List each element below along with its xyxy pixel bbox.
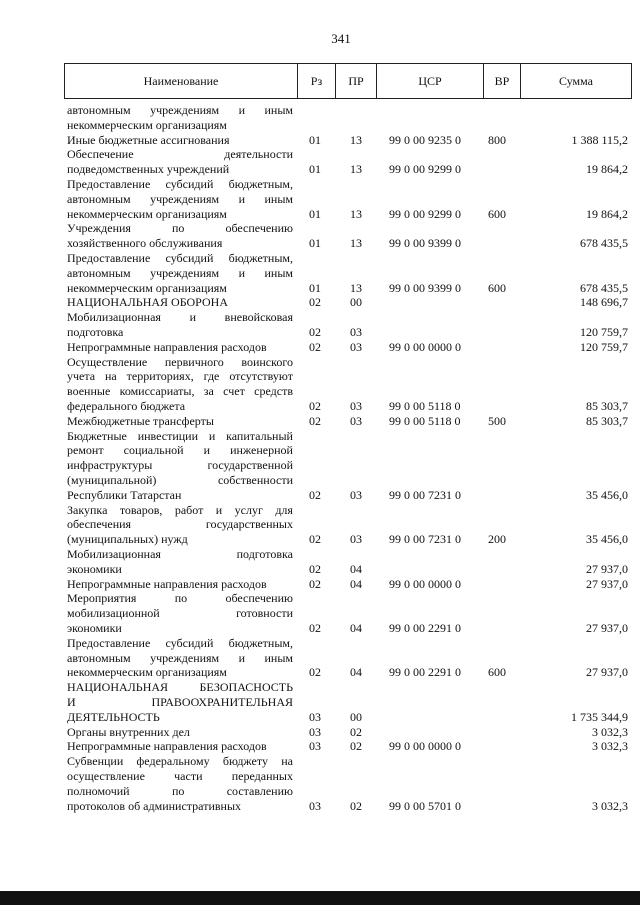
row-name-line: Мобилизационная и вневойсковая: [67, 310, 293, 325]
row-name-line: некоммерческим организациям: [67, 117, 227, 132]
row-csr: 99 0 00 9235 0: [389, 132, 461, 147]
table-row: [64, 355, 632, 414]
row-name-line: (муниципальных) нужд: [67, 532, 188, 547]
row-sum: 3 032,3: [592, 739, 628, 754]
row-name-line: автономным учреждениям и иным: [67, 191, 293, 206]
row-pr: 03: [350, 398, 362, 413]
table-row: [64, 754, 632, 813]
row-vr: 600: [488, 665, 506, 680]
row-pr: 03: [350, 324, 362, 339]
row-name-line: Межбюджетные трансферты: [67, 413, 214, 428]
row-csr: 99 0 00 7231 0: [389, 532, 461, 547]
row-name-line: федерального бюджета: [67, 398, 186, 413]
row-name-line: Иные бюджетные ассигнования: [67, 132, 230, 147]
header-csr: ЦСР: [418, 74, 442, 88]
table-row: [64, 680, 632, 724]
header-vr: ВР: [494, 74, 510, 88]
row-name-line: Бюджетные инвестиции и капитальный: [67, 428, 293, 443]
row-name-line: некоммерческим организациям: [67, 206, 227, 221]
table-row: [64, 310, 632, 340]
row-pr: 02: [350, 724, 362, 739]
row-vr: 800: [488, 132, 506, 147]
table-row: [64, 295, 632, 310]
header-pr: ПР: [348, 74, 364, 88]
row-sum: 85 303,7: [586, 398, 628, 413]
row-name-line: Мероприятия по обеспечению: [67, 591, 293, 606]
row-name-line: НАЦИОНАЛЬНАЯ БЕЗОПАСНОСТЬ: [67, 680, 293, 695]
row-pr: 03: [350, 487, 362, 502]
row-name-line: Субвенции федеральному бюджету на: [67, 754, 293, 769]
row-rz: 03: [309, 798, 321, 813]
row-name-line: Осуществление первичного воинского: [67, 354, 293, 369]
page-number: 341: [331, 31, 351, 46]
table-row: [64, 429, 632, 503]
row-name-line: Органы внутренних дел: [67, 724, 190, 739]
row-vr: 200: [488, 532, 506, 547]
row-rz: 02: [309, 413, 321, 428]
row-name-line: Непрограммные направления расходов: [67, 739, 267, 754]
row-csr: 99 0 00 5118 0: [389, 413, 461, 428]
row-pr: 04: [350, 561, 362, 576]
row-sum: 1 388 115,2: [571, 132, 628, 147]
row-name-line: автономным учреждениям и иным: [67, 650, 293, 665]
row-name-line: экономики: [67, 620, 122, 635]
row-rz: 02: [309, 620, 321, 635]
row-rz: 02: [309, 532, 321, 547]
row-sum: 1 735 344,9: [571, 709, 628, 724]
row-csr: 99 0 00 9299 0: [389, 162, 461, 177]
row-vr: 600: [488, 206, 506, 221]
row-name-line: Непрограммные направления расходов: [67, 339, 267, 354]
row-csr: 99 0 00 9399 0: [389, 280, 461, 295]
row-sum: 678 435,5: [580, 236, 628, 251]
table-row: [64, 414, 632, 429]
row-name-line: военные комиссариаты, за счет средств: [67, 384, 293, 399]
row-rz: 01: [309, 206, 321, 221]
header-sum: Сумма: [559, 74, 593, 88]
row-name-line: осуществление части переданных: [67, 768, 293, 783]
row-sum: 678 435,5: [580, 280, 628, 295]
row-pr: 13: [350, 162, 362, 177]
row-pr: 03: [350, 532, 362, 547]
row-sum: 27 937,0: [586, 665, 628, 680]
row-name-line: ремонт социальной и инженерной: [67, 443, 293, 458]
row-pr: 04: [350, 665, 362, 680]
row-name-line: автономным учреждениям и иным: [67, 103, 293, 117]
table-row: [64, 547, 632, 577]
table-row: [64, 577, 632, 592]
row-pr: 13: [350, 280, 362, 295]
row-csr: 99 0 00 9299 0: [389, 206, 461, 221]
row-sum: 85 303,7: [586, 413, 628, 428]
row-name-line: Закупка товаров, работ и услуг для: [67, 502, 293, 517]
table-row: [64, 340, 632, 355]
row-sum: 3 032,3: [592, 724, 628, 739]
row-name-line: Непрограммные направления расходов: [67, 576, 267, 591]
row-csr: 99 0 00 7231 0: [389, 487, 461, 502]
row-name-line: инфраструктуры государственной: [67, 458, 293, 473]
row-name-line: Обеспечение деятельности: [67, 147, 293, 162]
row-pr: 03: [350, 413, 362, 428]
scan-edge: [0, 891, 640, 905]
row-name-line: некоммерческим организациям: [67, 665, 227, 680]
row-rz: 02: [309, 487, 321, 502]
row-csr: 99 0 00 2291 0: [389, 620, 461, 635]
row-csr: 99 0 00 0000 0: [389, 576, 461, 591]
header-rz: Рз: [310, 74, 323, 88]
table-row: [64, 103, 632, 133]
table-header: [64, 63, 632, 99]
row-csr: 99 0 00 9399 0: [389, 236, 461, 251]
row-pr: 02: [350, 798, 362, 813]
table-row: [64, 725, 632, 740]
row-pr: 13: [350, 132, 362, 147]
row-pr: 13: [350, 236, 362, 251]
row-rz: 02: [309, 398, 321, 413]
row-pr: 04: [350, 620, 362, 635]
row-sum: 27 937,0: [586, 620, 628, 635]
row-pr: 00: [350, 295, 362, 310]
row-rz: 03: [309, 739, 321, 754]
row-name-line: экономики: [67, 561, 122, 576]
row-csr: 99 0 00 5118 0: [389, 398, 461, 413]
table-row: [64, 221, 632, 251]
table-row: [64, 739, 632, 754]
row-rz: 02: [309, 576, 321, 591]
row-rz: 02: [309, 295, 321, 310]
row-rz: 02: [309, 561, 321, 576]
row-name-line: И ПРАВООХРАНИТЕЛЬНАЯ: [67, 694, 293, 709]
row-rz: 01: [309, 132, 321, 147]
row-sum: 27 937,0: [586, 576, 628, 591]
row-rz: 03: [309, 724, 321, 739]
row-name-line: подготовка: [67, 324, 124, 339]
row-csr: 99 0 00 2291 0: [389, 665, 461, 680]
row-name-line: подведомственных учреждений: [67, 162, 230, 177]
table-row: [64, 133, 632, 148]
row-pr: 13: [350, 206, 362, 221]
row-name-line: некоммерческим организациям: [67, 280, 227, 295]
row-rz: 02: [309, 665, 321, 680]
row-csr: 99 0 00 0000 0: [389, 339, 461, 354]
row-sum: 3 032,3: [592, 798, 628, 813]
row-name-line: автономным учреждениям и иным: [67, 265, 293, 280]
row-pr: 02: [350, 739, 362, 754]
row-name-line: хозяйственного обслуживания: [67, 236, 223, 251]
row-name-line: мобилизационной готовности: [67, 606, 293, 621]
row-name-line: НАЦИОНАЛЬНАЯ ОБОРОНА: [67, 295, 228, 310]
row-name-line: (муниципальной) собственности: [67, 472, 293, 487]
row-sum: 27 937,0: [586, 561, 628, 576]
row-rz: 02: [309, 324, 321, 339]
row-vr: 600: [488, 280, 506, 295]
table-row: [64, 503, 632, 547]
row-sum: 148 696,7: [580, 295, 628, 310]
table-row: [64, 636, 632, 680]
header-name: Наименование: [143, 74, 219, 88]
row-name-line: Республики Татарстан: [67, 487, 182, 502]
row-sum: 120 759,7: [580, 324, 628, 339]
row-sum: 120 759,7: [580, 339, 628, 354]
row-name-line: Предоставление субсидий бюджетным,: [67, 251, 293, 265]
row-sum: 19 864,2: [586, 206, 628, 221]
row-rz: 01: [309, 162, 321, 177]
row-rz: 02: [309, 339, 321, 354]
row-name-line: ДЕЯТЕЛЬНОСТЬ: [67, 709, 160, 724]
row-sum: 19 864,2: [586, 162, 628, 177]
row-name-line: Учреждения по обеспечению: [67, 221, 293, 236]
row-csr: 99 0 00 5701 0: [389, 798, 461, 813]
row-name-line: учета на территориях, где отсутствуют: [67, 369, 293, 384]
table-row: [64, 251, 632, 295]
row-name-line: Предоставление субсидий бюджетным,: [67, 177, 293, 191]
table-row: [64, 147, 632, 177]
row-pr: 04: [350, 576, 362, 591]
row-name-line: Мобилизационная подготовка: [67, 547, 293, 561]
row-name-line: полномочий по составлению: [67, 783, 293, 798]
row-csr: 99 0 00 0000 0: [389, 739, 461, 754]
row-vr: 500: [488, 413, 506, 428]
budget-table: [64, 63, 632, 813]
table-row: [64, 177, 632, 221]
row-pr: 00: [350, 709, 362, 724]
table-row: [64, 591, 632, 635]
row-rz: 01: [309, 280, 321, 295]
row-name-line: обеспечения государственных: [67, 517, 293, 532]
row-sum: 35 456,0: [586, 532, 628, 547]
row-sum: 35 456,0: [586, 487, 628, 502]
row-pr: 03: [350, 339, 362, 354]
row-rz: 03: [309, 709, 321, 724]
row-name-line: Предоставление субсидий бюджетным,: [67, 635, 293, 650]
row-rz: 01: [309, 236, 321, 251]
row-name-line: протоколов об административных: [67, 798, 242, 813]
